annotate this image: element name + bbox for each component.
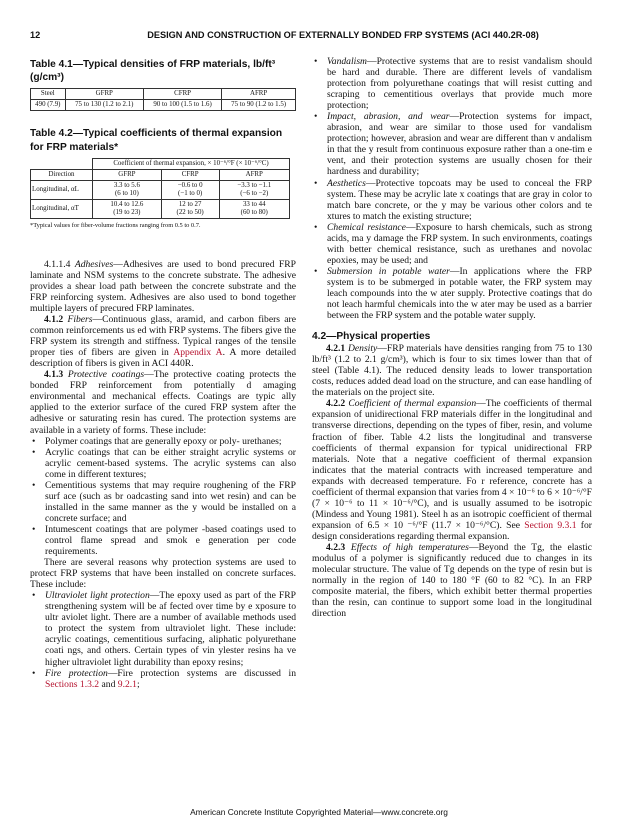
bullet-icon: • <box>32 667 36 679</box>
paragraph-4-1-2: 4.1.2 Fibers—Continuous glass, aramid, and carbon fibers are common reinforcements us ed with FRP systems. The fibers give the FRP system its strength and stiffness. Typical ranges of the tensile proper ties of fibers are given in Appendix A. A more detailed description of fibers is given in ACI 440R. <box>30 314 297 370</box>
table-4-2-header-direction: Direction <box>31 169 93 180</box>
list-item: • Chemical resistance—Exposure to harsh chemicals, such as strong acids, ma y damage the FRP system. In such environments, coatings with better chemical resistance, such as urethanes and novolac epoxies, may be used; and <box>314 221 593 266</box>
table-4-1-header-row <box>31 89 296 100</box>
list-item: • Aesthetics—Protective topcoats may be used to conceal the FRP system. These may be acrylic late x coatings that are gray in color to match bare concrete, or the y may be various other colors and te xtures to match the existing structure; <box>314 177 592 222</box>
bullet-icon: • <box>314 56 318 67</box>
section-4-2-heading: 4.2—Physical properties <box>312 331 431 343</box>
appendix-a-link[interactable]: Appendix A <box>173 347 223 359</box>
running-title: DESIGN AND CONSTRUCTION OF EXTERNALLY BONDED FRP SYSTEMS (ACI 440.2R-08) <box>147 30 539 40</box>
bullet-icon: • <box>314 111 318 123</box>
table-4-2 <box>30 158 290 219</box>
page-number: 12 <box>30 30 41 40</box>
list-item: • Impact, abrasion, and wear—Protection systems for impact, abrasion, and wear are similar to those used for vandalism protection; however, abrasion and wear are different than v andalism in that the y result from continuous exposure rather than a one-tim e vent, and their protection systems are usually chosen for their hardness and durability; <box>314 111 592 178</box>
bullet-icon: • <box>32 523 36 535</box>
table-4-2-header-gfrp: GFRP <box>93 169 162 180</box>
table-4-1-header-steel: Steel <box>31 89 66 100</box>
table-4-2-header-cfrp: CFRP <box>161 169 219 180</box>
table-4-1-header-cfrp: CFRP <box>143 89 221 100</box>
list-item: • Vandalism—Protective systems that are to resist vandalism should be hard and durable. There are different levels of vandalism protection from polyurethane coatings that will resist cutting and scraping to cementitious overlays that provide much more protection; <box>314 56 592 112</box>
list-item: • Acrylic coatings that can be either straight acrylic systems or acrylic cement-based systems. The acrylic systems can also come in different textures; <box>32 446 296 480</box>
table-4-2-caption: Table 4.2—Typical coefficients of thermal expansion for FRP materials* <box>30 128 283 153</box>
list-item: • Polymer coatings that are generally epoxy or poly- urethanes; <box>32 435 282 447</box>
list-item: • Fire protection—Fire protection systems are discussed in Sections 1.3.2 and 9.2.1; <box>32 667 297 690</box>
table-4-1 <box>30 88 296 111</box>
reasons-intro: There are several reasons why protection systems are used to protect FRP systems that have been installed on concrete surfaces. These include: <box>30 557 296 591</box>
list-item: • Cementitious systems that may require roughening of the FRP surf ace (such as br oadcasting sand into wet resin) and can be installed in the same manner as the y would be installed on a concrete surface; and <box>32 479 296 524</box>
table-4-2-cfrp-cell: −0.6 to 0 (−1 to 0) <box>161 180 219 199</box>
table-4-2-cfrp-cell: 12 to 27 (22 to 50) <box>161 199 219 218</box>
table-4-2-header-afrp: AFRP <box>219 169 289 180</box>
table-4-1-gfrp-value: 75 to 130 (1.2 to 2.1) <box>65 100 143 111</box>
table-4-2-direction: Longitudinal, αT <box>31 199 93 218</box>
section-9-2-1-link[interactable]: 9.2.1 <box>117 678 137 690</box>
table-4-1-header-gfrp: GFRP <box>65 89 143 100</box>
protection-reasons-list-continued <box>312 56 592 321</box>
right-column <box>312 56 592 619</box>
coating-forms-list <box>30 436 296 558</box>
table-4-2-afrp-cell: −3.3 to −1.1 (−6 to −2) <box>219 180 289 199</box>
list-item: • Ultraviolet light protection—The epoxy used as part of the FRP strengthening system will be af fected over time by e xposure to ultr aviolet light. There are a number of available methods used to protect the system from ultraviolet light. These include: acrylic coatings, cementitious surfacing, aliphatic polyurethane coati ngs, and others. Certain types of vin ylester resins ha ve higher ultraviolet light durability than epoxy resins; <box>32 590 296 668</box>
table-4-2-span-row <box>31 158 290 169</box>
bullet-icon: • <box>314 265 318 277</box>
running-header <box>30 30 608 46</box>
table-4-1-value-row <box>31 100 296 111</box>
table-4-2-afrp-cell: 33 to 44 (60 to 80) <box>219 199 289 218</box>
paragraph-4-2-1: 4.2.1 Density—FRP materials have densities ranging from 75 to 130 lb/ft³ (1.2 to 2.1 g/cm³), which is four to six times lower than that of steel (Table 4.1). The reduced density leads to lower transportation costs, reduces added dead load on the structure, and can ease handling of the materials on the project site. <box>312 343 592 399</box>
bullet-icon: • <box>32 479 36 491</box>
table-4-2-row <box>31 180 290 199</box>
list-item: • Intumescent coatings that are polymer -based coatings used to control flame spread and smok e generation per code requirements. <box>32 523 296 558</box>
paragraph-4-1-1-4: 4.1.1.4 Adhesives—Adhesives are used to bond precured FRP laminate and NSM systems to the concrete substrate. The adhesive provides a shear load path between the concrete substrate and the FRP reinforcing system. Adhesives are also used to bond together multiple layers of precured FRP laminates. <box>30 258 296 314</box>
bullet-icon: • <box>32 446 36 458</box>
table-4-1-steel-value: 490 (7.9) <box>31 100 66 111</box>
bullet-icon: • <box>32 590 36 602</box>
table-4-2-gfrp-cell: 10.4 to 12.6 (19 to 23) <box>93 199 162 218</box>
table-4-2-span-header: Coefficient of thermal expansion, × 10⁻⁶/°F (× 10⁻⁶/°C) <box>93 158 290 169</box>
bullet-icon: • <box>314 177 318 189</box>
table-4-2-footnote: *Typical values for fiber-volume fractions ranging from 0.5 to 0.7. <box>30 221 201 229</box>
bullet-icon: • <box>32 435 36 447</box>
paragraph-4-2-3: 4.2.3 Effects of high temperatures—Beyond the Tg, the elastic modulus of a polymer is significantly reduced due to changes in its molecular structure. The value of Tg depends on the type of resin but is normally in the region of 140 to 180 °F (60 to 82 °C). In an FRP composite material, the fibers, which exhibit better thermal properties than the resin, can continue to support some load in the longitudinal direction <box>312 541 592 620</box>
table-4-2-header-row <box>31 169 290 180</box>
protection-reasons-list <box>30 590 296 689</box>
list-item: • Submersion in potable water—In applications where the FRP system is to be submerged in potable water, the FRP system may leach compounds into the w ater supply. Protective coatings that do not leach harmful chemicals into the w ater may be used as a barrier between the FRP system and the potable water supply. <box>314 265 593 322</box>
section-1-3-2-link[interactable]: Sections 1.3.2 <box>45 678 100 690</box>
bullet-icon: • <box>314 221 318 233</box>
table-4-2-row <box>31 199 290 218</box>
table-4-1-afrp-value: 75 to 90 (1.2 to 1.5) <box>222 100 296 111</box>
table-4-1-cfrp-value: 90 to 100 (1.5 to 1.6) <box>143 100 221 111</box>
paragraph-4-2-2: 4.2.2 Coefficient of thermal expansion—The coefficients of thermal expansion of unidirectional FRP materials differ in the longitudinal and transverse directions, depending on the types of fiber, resin, and volume fraction of fiber. Table 4.2 lists the longitudinal and transverse coefficients of thermal expansion for typical unidirectional FRP materials. Note that a negative coefficient of thermal expansion indicates that the material contracts with increased temperature and expands with decreased temperature. Fo r reference, concrete has a coefficient of thermal expansion that varies from 4 × 10⁻⁶ to 6 × 10⁻⁶/°F (7 × 10⁻⁶ to 11 × 10⁻⁶/°C), and is usually assumed to be isotropic (Mindess and Young 1981). Steel h as an isotropic coefficient of thermal expansion of 6.5 × 10 ⁻⁶/°F (11.7 × 10⁻⁶/°C). See Section 9.3.1 for design considerations regarding thermal expansion. <box>312 398 592 542</box>
copyright-footer: American Concrete Institute Copyrighted Material—www.concrete.org <box>190 807 448 817</box>
left-column <box>30 56 296 690</box>
table-4-1-caption: Table 4.1—Typical densities of FRP materials, lb/ft³ (g/cm³) <box>30 59 276 84</box>
table-4-2-gfrp-cell: 3.3 to 5.6 (6 to 10) <box>93 180 162 199</box>
table-4-1-header-afrp: AFRP <box>222 89 296 100</box>
table-4-2-direction: Longitudinal, αL <box>31 180 93 199</box>
section-9-3-1-link[interactable]: Section 9.3.1 <box>524 519 577 531</box>
paragraph-4-1-3: 4.1.3 Protective coatings—The protective coating protects the bonded FRP reinforcement from potentially d amaging environmental and mechanical effects. Coatings are typic ally applied to the exterior surface of the cured FRP system after the adhesive or saturating resin has cured. The protection systems are available in a variety of forms. These include: <box>30 369 296 436</box>
